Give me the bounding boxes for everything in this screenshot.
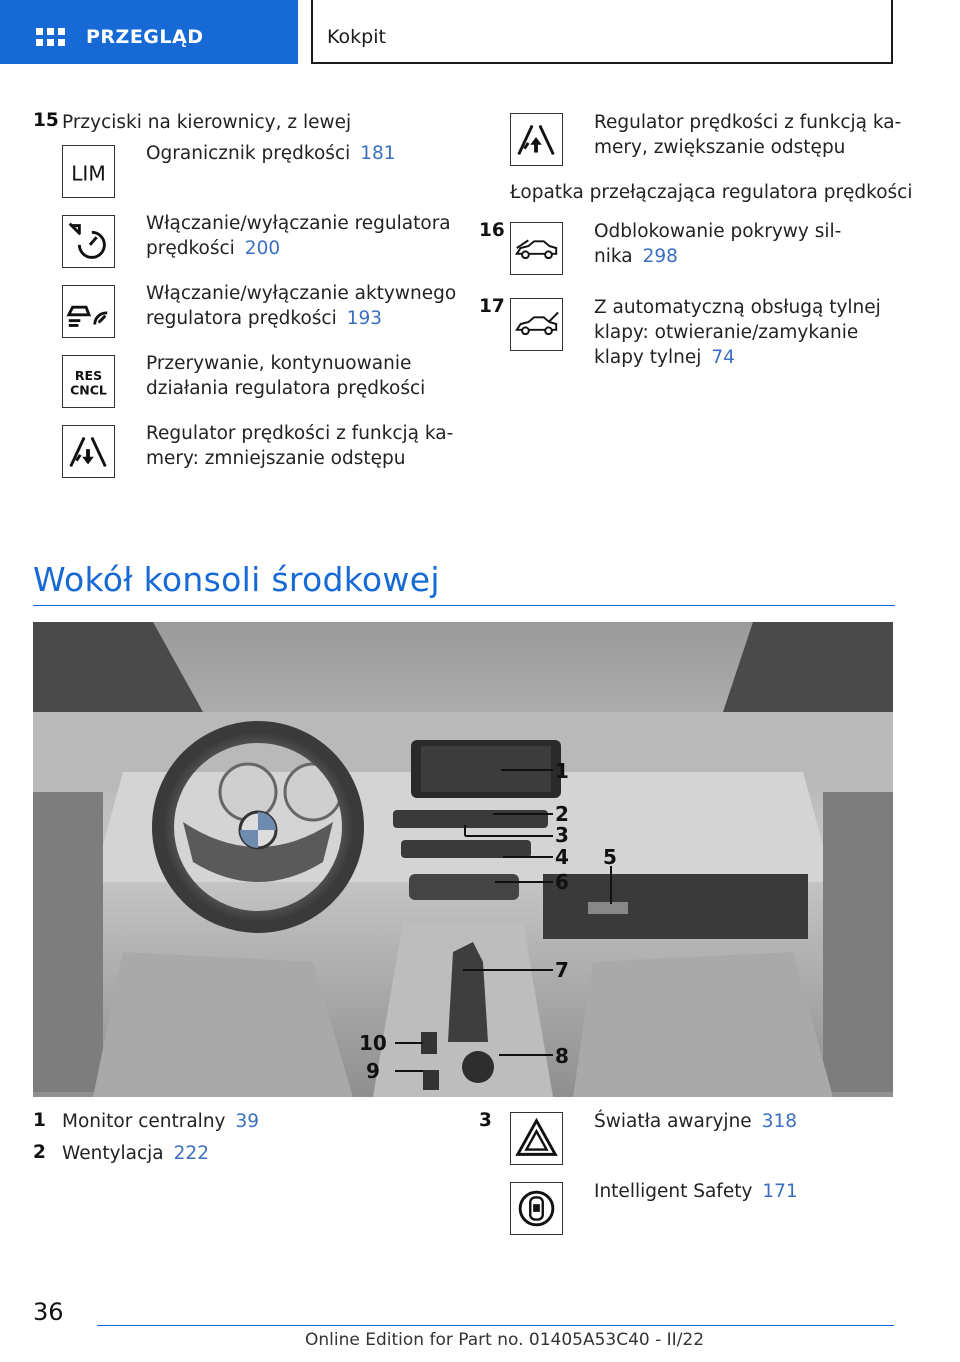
list-item bbox=[594, 110, 901, 160]
distance-decrease-icon bbox=[62, 425, 115, 478]
callout-7: 7 bbox=[555, 958, 569, 982]
callout-10: 10 bbox=[359, 1031, 387, 1055]
list-item bbox=[146, 421, 453, 471]
item-number: 3 bbox=[479, 1110, 492, 1131]
active-cruise-icon bbox=[62, 285, 115, 338]
section-rule bbox=[33, 605, 895, 606]
entry-text: działania regulatora prędkości bbox=[146, 378, 426, 399]
callout-6: 6 bbox=[555, 870, 569, 894]
entry-text: Światła awaryjne bbox=[594, 1111, 752, 1132]
res-cncl-icon bbox=[62, 355, 115, 408]
list-item bbox=[594, 219, 841, 269]
item-number: 2 bbox=[33, 1142, 46, 1163]
entry-text: Włączanie/wyłączanie regulatora bbox=[146, 213, 451, 234]
callout-1: 1 bbox=[555, 759, 569, 783]
lim-icon-text: LIM bbox=[71, 161, 106, 186]
footer-rule bbox=[97, 1325, 894, 1326]
list-item bbox=[594, 295, 881, 370]
footer-edition: Online Edition for Part no. 01405A53C40 - II/22 bbox=[305, 1330, 705, 1350]
page-reference[interactable]: 318 bbox=[761, 1111, 797, 1132]
page-reference[interactable]: 74 bbox=[711, 347, 735, 368]
entry-text: Monitor centralny bbox=[62, 1111, 226, 1132]
page-reference[interactable]: 200 bbox=[244, 238, 281, 259]
distance-increase-icon bbox=[510, 113, 563, 166]
page-reference[interactable]: 222 bbox=[173, 1143, 209, 1164]
item-number: 17 bbox=[479, 296, 505, 317]
car-hood-icon bbox=[510, 222, 563, 275]
callout-2: 2 bbox=[555, 802, 569, 826]
entry-text: mery, zwiększanie odstępu bbox=[594, 137, 846, 158]
section-heading: Wokół konsoli środkowej bbox=[33, 560, 440, 599]
entry-text: klapy: otwieranie/zamykanie bbox=[594, 322, 859, 343]
page-reference[interactable]: 39 bbox=[235, 1111, 260, 1132]
entry-text: Regulator prędkości z funkcją ka- bbox=[594, 112, 902, 133]
page-reference[interactable]: 171 bbox=[762, 1181, 798, 1202]
entry-text: Wentylacja bbox=[62, 1143, 164, 1164]
intelligent-safety-icon bbox=[510, 1182, 563, 1235]
entry-text: Odblokowanie pokrywy sil- bbox=[594, 221, 842, 242]
entry-text: nika bbox=[594, 246, 633, 267]
callout-9: 9 bbox=[366, 1059, 380, 1083]
entry-text: Intelligent Safety bbox=[594, 1181, 753, 1202]
page-number: 36 bbox=[33, 1298, 64, 1326]
paddle-text: Łopatka przełączająca regulatora prędkości bbox=[510, 182, 913, 203]
entry-text: Przerywanie, kontynuowanie bbox=[146, 353, 412, 374]
cruise-control-icon bbox=[62, 215, 115, 268]
list-item bbox=[146, 211, 451, 261]
entry-text: Regulator prędkości z funkcją ka- bbox=[146, 423, 454, 444]
section-tab[interactable] bbox=[311, 0, 893, 64]
svg-text:RES: RES bbox=[74, 368, 103, 384]
list-item bbox=[62, 1109, 259, 1134]
callout-5: 5 bbox=[603, 845, 617, 869]
item-number: 16 bbox=[479, 220, 505, 241]
svg-text:CNCL: CNCL bbox=[70, 382, 107, 398]
entry-text: Z automatyczną obsługą tylnej bbox=[594, 297, 881, 318]
list-item bbox=[146, 141, 396, 166]
entry-text: klapy tylnej bbox=[594, 347, 702, 368]
grid-icon bbox=[36, 28, 66, 50]
overview-tab[interactable] bbox=[0, 0, 298, 64]
lim-icon bbox=[62, 145, 115, 198]
overview-tab-label: PRZEGLĄD bbox=[86, 26, 204, 48]
entry-text: Włączanie/wyłączanie aktywnego bbox=[146, 283, 457, 304]
list-item bbox=[146, 351, 425, 401]
car-trunk-icon bbox=[510, 298, 563, 351]
callout-4: 4 bbox=[555, 845, 569, 869]
page-header bbox=[0, 0, 960, 66]
item-number: 1 bbox=[33, 1110, 46, 1131]
entry-text: mery: zmniejszanie odstępu bbox=[146, 448, 406, 469]
list-item bbox=[62, 1141, 209, 1166]
page-reference[interactable]: 193 bbox=[346, 308, 383, 329]
callout-3: 3 bbox=[555, 823, 569, 847]
item-number: 15 bbox=[33, 110, 59, 131]
callout-8: 8 bbox=[555, 1044, 569, 1068]
page-reference[interactable]: 298 bbox=[642, 246, 678, 267]
list-item bbox=[594, 1179, 798, 1204]
section-tab-label: Kokpit bbox=[327, 26, 386, 48]
entry-text: prędkości bbox=[146, 238, 235, 259]
list-item bbox=[146, 281, 456, 331]
entry-text: regulatora prędkości bbox=[146, 308, 337, 329]
cockpit-photo bbox=[33, 622, 893, 1097]
entry-text: Ogranicznik prędkości bbox=[146, 143, 351, 164]
item-title: Przyciski na kierownicy, z lewej bbox=[62, 112, 352, 133]
hazard-triangle-icon bbox=[510, 1112, 563, 1165]
list-item bbox=[594, 1109, 797, 1134]
page-reference[interactable]: 181 bbox=[360, 143, 396, 164]
